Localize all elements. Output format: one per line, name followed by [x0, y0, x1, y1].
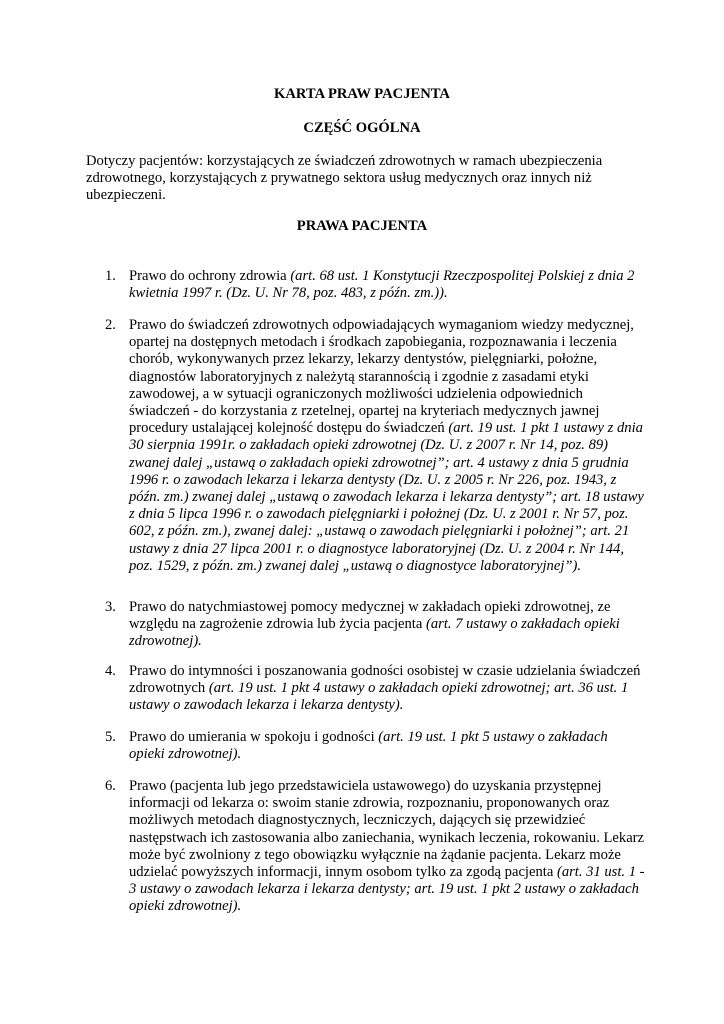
item-text: Prawo (pacjenta lub jego przedstawiciela ustawowego) do uzyskania przystępnej informacji od lekarza o: swoim stanie zdrowia, rozpoznaniu, proponowanych oraz możliwych metodach diagnostycznych, leczniczych, dających się przewidzieć następstwach ich zastosowania albo zaniechania, wynikach leczenia, rokowaniu. Lekarz może być zwolniony z tego obowiązku wyłącznie na żądanie pacjenta. Lekarz może udzielać powyższych informacji, innym osobom tylko za zgodą pacjenta	[129, 778, 645, 881]
legal-reference: (art. 31 ust. 1 - 3 ustawy o zawodach lekarza i lekarza dentysty; art. 19 ust. 1 pkt 2 ustawy o zakładach opieki zdrowotnej).	[129, 864, 645, 915]
item-text: Prawo do natychmiastowej pomocy medycznej w zakładach opieki zdrowotnej, ze względu na zagrożenie zdrowia lub życia pacjenta	[129, 599, 611, 633]
item-number: 6.	[105, 778, 116, 794]
list-item	[105, 317, 645, 575]
item-number: 2.	[105, 317, 116, 333]
legal-reference: (art. 19 ust. 1 pkt 5 ustawy o zakładach opieki zdrowotnej).	[129, 729, 608, 763]
section-heading-general: CZĘŚĆ OGÓLNA	[303, 120, 421, 136]
legal-reference: (art. 19 ust. 1 pkt 1 ustawy z dnia 30 sierpnia 1991r. o zakładach opieki zdrowotnej (Dz. U. z 2007 r. Nr 14, poz. 89) zwanej dalej „ustawą o zakładach opieki zdrowotnej”; art. 4 ustawy z dnia 5 grudnia 1996 r. o zawodach lekarza i lekarza dentysty (Dz. U. z 2005 r. Nr 226, poz. 1943, z późn. zm.) zwanej dalej „ustawą o zawodach lekarza i lekarza dentysty”; art. 18 ustawy z dnia 5 lipca 1996 r. o zawodach pielęgniarki i położnej (Dz. U. z 2001 r. Nr 57, poz. 602, z późn. zm.), zwanej dalej: „ustawą o zawodach pielęgniarki i położnej”; art. 21 ustawy z dnia 27 lipca 2001 r. o diagnostyce laboratoryjnej (Dz. U. z 2004 r. Nr 144, poz. 1529, z późn. zm.) zwanej dalej „ustawą o diagnostyce laboratoryjnej”).	[129, 420, 644, 574]
list-item	[105, 729, 645, 763]
list-item	[105, 268, 645, 302]
item-number: 4.	[105, 663, 116, 679]
item-text: Prawo do świadczeń zdrowotnych odpowiadających wymaganiom wiedzy medycznej, opartej na dostępnych metodach i środkach zapobiegania, rozpoznawania i leczenia chorób, wykonywanych przez lekarzy, lekarzy dentystów, pielęgniarki, położne, diagnostów laboratoryjnych z należytą starannością i zgodnie z zasadami etyki zawodowej, a w sytuacji ograniczonych możliwości udzielenia odpowiednich świadczeń - do korzystania z rzetelnej, opartej na kryteriach medycznych jawnej procedury ustalającej kolejność dostępu do świadczeń	[129, 317, 634, 437]
item-text: Prawo do umierania w spokoju i godności	[129, 729, 379, 745]
legal-reference: (art. 7 ustawy o zakładach opieki zdrowotnej).	[129, 616, 620, 650]
intro-paragraph: Dotyczy pacjentów: korzystających ze świadczeń zdrowotnych w ramach ubezpieczenia zdrowotnego, korzystających z prywatnego sektora usług medycznych oraz innych niż ubezpieczeni.	[86, 153, 603, 204]
item-number: 5.	[105, 729, 116, 745]
item-number: 3.	[105, 599, 116, 615]
legal-reference: (art. 68 ust. 1 Konstytucji Rzeczpospolitej Polskiej z dnia 2 kwietnia 1997 r. (Dz. U. Nr 78, poz. 483, z późn. zm.)).	[129, 268, 635, 302]
item-text: Prawo do intymności i poszanowania godności osobistej w czasie udzielania świadczeń zdrowotnych	[129, 663, 641, 697]
item-text: Prawo do ochrony zdrowia	[129, 268, 291, 284]
list-item	[105, 663, 645, 715]
list-item	[105, 778, 645, 916]
legal-reference: (art. 19 ust. 1 pkt 4 ustawy o zakładach opieki zdrowotnej; art. 36 ust. 1 ustawy o zawodach lekarza i lekarza dentysty).	[129, 680, 629, 714]
section-heading-rights: PRAWA PACJENTA	[296, 218, 428, 234]
list-item	[105, 599, 645, 651]
document-title: KARTA PRAW PACJENTA	[274, 86, 450, 102]
item-number: 1.	[105, 268, 116, 284]
